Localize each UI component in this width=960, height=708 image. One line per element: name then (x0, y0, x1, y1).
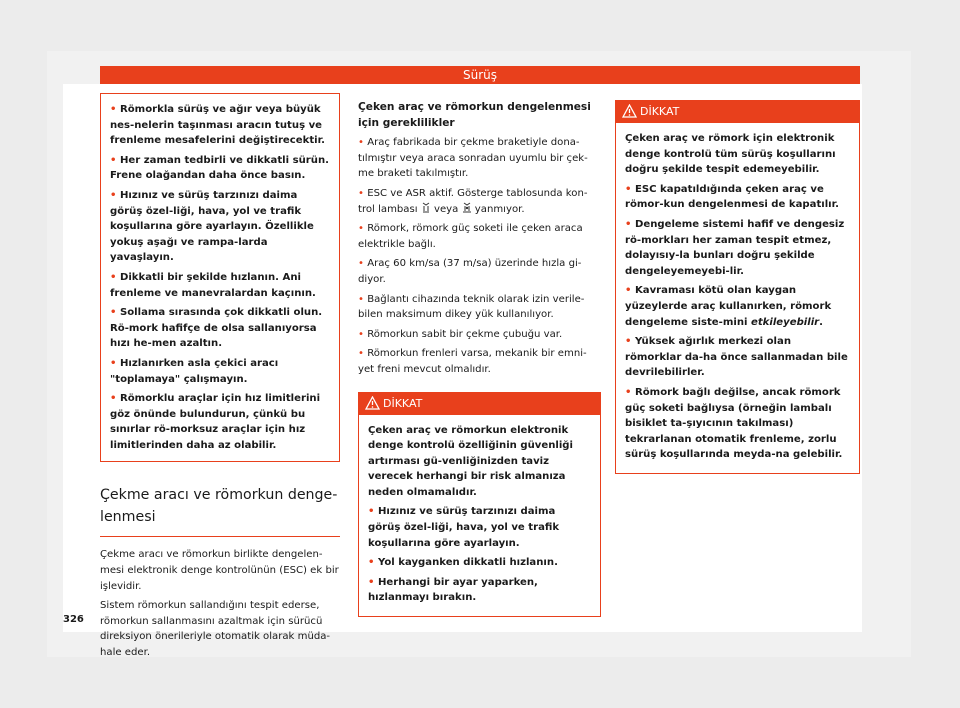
list-item: • Sollama sırasında çok dikkatli olun. Rö-mork hafifçe de olsa sallanıyorsa hızı he-men azaltın. (110, 307, 323, 350)
list-item: • Römorklu araçlar için hız limitlerini göz önünde bulundurun, çünkü bu sınırlar rö-morksuz araçlar için hız limitlerinden daha az olabilir. (110, 393, 321, 451)
list-item: • Araç fabrikada bir çekme braketiyle dona-tılmıştır veya araca sonradan uyumlu bir çek-me braketi takılmıştır. (358, 137, 588, 180)
list-item: • Römorkla sürüş ve ağır veya büyük nes-nelerin taşınması aracın tutuş ve frenleme mesafelerini değiştirecektir. (110, 104, 325, 147)
paragraph: Sistem römorkun sallandığını tespit ederse, römorkun sallanmasını azaltmak için sürücü direksiyon önerileriyle otomatik olarak müda-hale eder. (100, 600, 331, 659)
list-item: • ESC kapatıldığında çeken araç ve römor-kun dengelenmesi de kapatılır. (625, 183, 840, 211)
list-item: • Römorkun sabit bir çekme çubuğu var. (358, 328, 563, 340)
list-item: • Römorkun frenleri varsa, mekanik bir emni-yet freni mevcut olmalıdır. (358, 348, 587, 375)
list-item: • Kavraması kötü olan kaygan yüzeylerde araç kullanırken, römork dengeleme siste-mini etkileyebilir. (625, 285, 832, 328)
list-item: • Bağlantı cihazında teknik olarak izin verile-bilen maksimum dikey yük kullanılıyor. (358, 293, 585, 321)
warning-triangle-icon (622, 104, 637, 118)
list-item: • Her zaman tedbirli ve dikkatli sürün. Frene olağandan daha önce basın. (110, 154, 329, 182)
paragraph: Çekme aracı ve römorkun birlikte dengelen-mesi elektronik denge kontrolünün (ESC) ek bir işlevidir. (100, 549, 339, 592)
left-column (100, 93, 340, 665)
list-item: • Yüksek ağırlık merkezi olan römorklar da-ha önce sallanmadan bile devrilebilirler. (625, 336, 848, 379)
section-title: Çekme aracı ve römorkun denge-lenmesi (100, 484, 340, 537)
warning-intro: Çeken araç ve römork için elektronik denge kontrolü tüm sürüş koşullarını doğru şekilde tespit edemeyebilir. (625, 133, 836, 176)
list-item: • Araç 60 km/sa (37 m/sa) üzerinde hızla gi-diyor. (358, 258, 582, 285)
warning-header: DİKKAT (616, 101, 859, 123)
esc-warning-lamp-icon (421, 202, 431, 213)
warning-header: DİKKAT (359, 393, 600, 415)
list-item: • Dikkatli bir şekilde hızlanın. Ani frenleme ve manevralardan kaçının. (110, 271, 316, 299)
list-item: • Herhangi bir ayar yaparken, hızlanmayı bırakın. (368, 576, 538, 604)
warning-triangle-icon (365, 396, 380, 410)
page-number: 326 (63, 614, 84, 625)
chapter-header: Sürüş (100, 66, 860, 84)
list-item: • Römork, römork güç soketi ile çeken araca elektrikle bağlı. (358, 223, 583, 250)
list-item: • Hızlanırken asla çekici aracı "toplamaya" çalışmayın. (110, 357, 279, 385)
subheading: Çeken araç ve römorkun dengelenmesi için gereklilikler (358, 101, 591, 129)
esc-off-lamp-icon (462, 202, 472, 213)
right-column (615, 100, 860, 474)
warning-intro: Çeken araç ve römorkun elektronik denge kontrolü özelliğinin güvenliği artırması gü-venliğinizden taviz verecek herhangi bir risk almanıza neden olmamalıdır. (368, 424, 573, 498)
middle-warning-box (358, 392, 601, 618)
list-item: • Hızınız ve sürüş tarzınızı daima görüş özel-liği, hava, yol ve trafik koşullarına göre ayarlayın. Özellikle yokuş aşağı ve rampa-larda yavaşlayın. (110, 189, 314, 264)
list-item: • Dengeleme sistemi hafif ve dengesiz rö-morkları her zaman tespit etmez, dolayısıy-la bunları doğru şekilde dengeleyemeyebi-lir. (625, 218, 845, 277)
middle-column (358, 100, 601, 617)
list-item: • ESC ve ASR aktif. Gösterge tablosunda kon-trol lambası veya yanmıyor. (358, 187, 588, 215)
right-warning-box (615, 100, 860, 474)
list-item: • Hızınız ve sürüş tarzınızı daima görüş özel-liği, hava, yol ve trafik koşullarına göre ayarlayın. (368, 506, 560, 549)
left-warning-box (100, 93, 340, 462)
list-item: • Römork bağlı değilse, ancak römork güç soketi bağlıysa (örneğin lambalı bisiklet ta-şıyıcının takılması) tekrarlanan otomatik frenleme, zorlu sürüş koşullarında meyda-na gelebilir. (625, 386, 843, 461)
list-item: • Yol kayganken dikkatli hızlanın. (368, 557, 558, 569)
